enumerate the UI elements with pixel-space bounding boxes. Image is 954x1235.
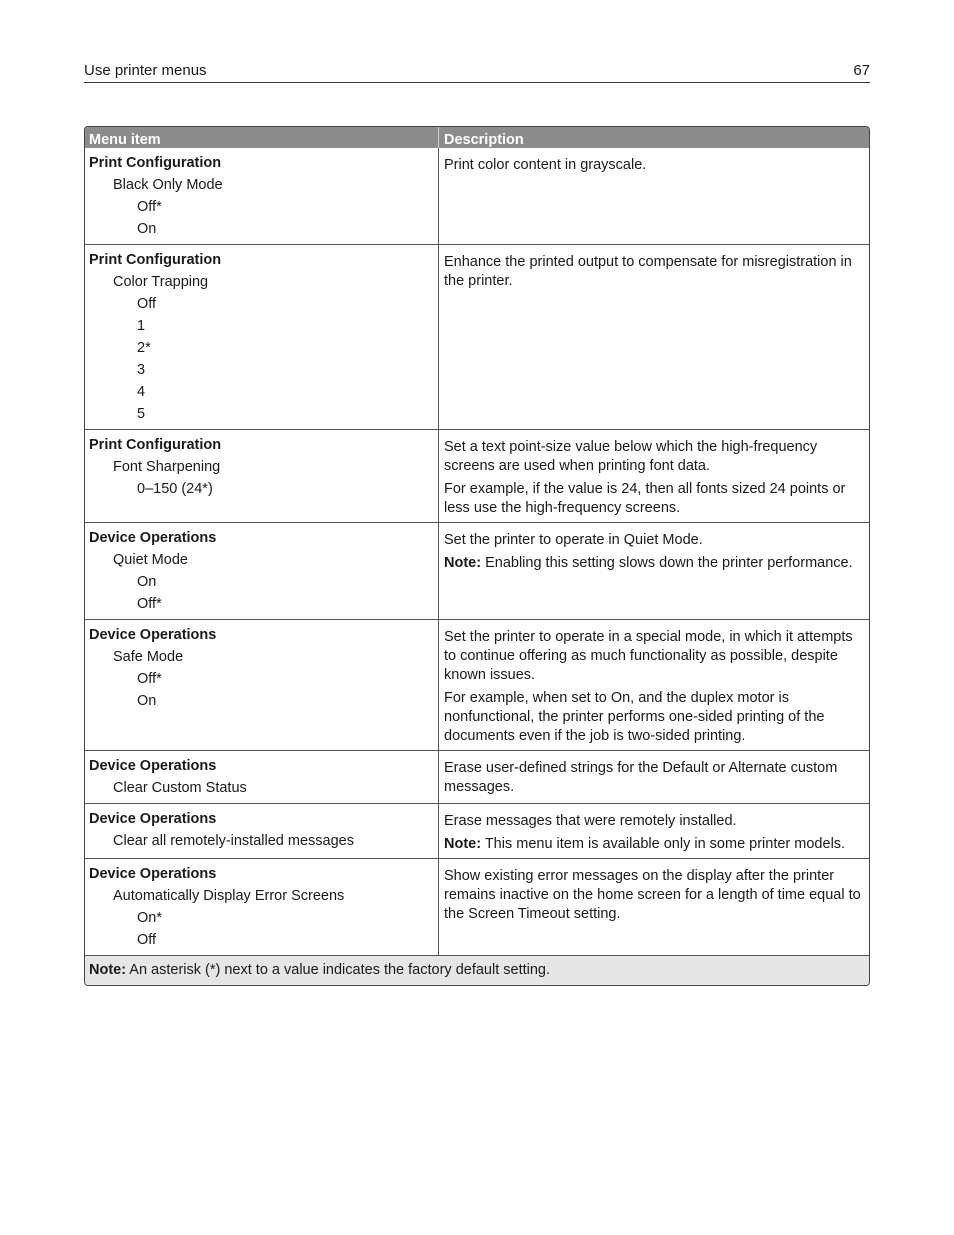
menu-item-cell	[85, 245, 439, 429]
menu-item-cell	[85, 751, 439, 803]
description-paragraph	[444, 867, 865, 924]
menu-group-label: Print Configuration	[89, 155, 222, 171]
description-cell	[439, 245, 869, 429]
description-text: Erase messages that were remotely installed.	[444, 813, 737, 829]
description-text: Enhance the printed output to compensate for misregistration in the printer.	[444, 254, 852, 289]
menu-group-label: Device Operations	[89, 758, 217, 774]
page-header	[84, 60, 870, 83]
table-row	[85, 429, 869, 522]
description-note	[444, 554, 865, 573]
menu-item-label: Clear Custom Status	[113, 780, 247, 796]
table-footer-note	[85, 955, 869, 985]
menu-group-label: Device Operations	[89, 530, 217, 546]
description-cell	[439, 751, 869, 803]
menu-item-label: Automatically Display Error Screens	[113, 888, 345, 904]
menu-item-label: Clear all remotely-installed messages	[113, 833, 354, 849]
note-label: Note:	[444, 836, 482, 852]
table-header-row	[85, 127, 869, 148]
menu-table	[84, 126, 870, 986]
menu-item-label: Black Only Mode	[113, 177, 223, 193]
menu-option-value: 3	[137, 362, 146, 378]
menu-item-cell	[85, 523, 439, 619]
menu-option-value: 0–150 (24*)	[137, 481, 213, 497]
description-text: For example, when set to On, and the duplex motor is nonfunctional, the printer performs one-sided printing of the documents even if the job is two-sided printing.	[444, 690, 825, 744]
description-cell	[439, 430, 869, 522]
menu-option-value: Off*	[137, 199, 162, 215]
table-row	[85, 858, 869, 955]
menu-option-value: Off*	[137, 596, 162, 612]
description-paragraph	[444, 531, 865, 550]
description-paragraph	[444, 480, 865, 518]
description-cell	[439, 148, 869, 244]
description-paragraph	[444, 812, 865, 831]
menu-item-label: Color Trapping	[113, 274, 209, 290]
description-text: Set the printer to operate in a special mode, in which it attempts to continue offering as much functionality as possible, despite known issues.	[444, 629, 853, 683]
menu-group-label: Device Operations	[89, 866, 217, 882]
note-label: Note:	[444, 555, 482, 571]
menu-option-value: 5	[137, 406, 146, 422]
description-text: Erase user-defined strings for the Default or Alternate custom messages.	[444, 760, 838, 795]
table-row	[85, 148, 869, 244]
table-row	[85, 803, 869, 858]
menu-item-label: Font Sharpening	[113, 459, 221, 475]
table-row	[85, 244, 869, 429]
column-header-menu-item: Menu item	[85, 127, 439, 148]
menu-option-value: 4	[137, 384, 146, 400]
description-paragraph	[444, 759, 865, 797]
menu-item-cell	[85, 804, 439, 858]
menu-item-cell	[85, 620, 439, 750]
description-cell	[439, 620, 869, 750]
description-text: Show existing error messages on the display after the printer remains inactive on the home screen for a length of time equal to the Screen Timeout setting.	[444, 868, 861, 922]
menu-option-value: Off	[137, 296, 157, 312]
menu-option-value: Off	[137, 932, 157, 948]
footer-note-label: Note:	[89, 962, 127, 978]
table-row	[85, 750, 869, 803]
description-paragraph	[444, 253, 865, 291]
menu-option-value: On	[137, 693, 157, 709]
description-text: Print color content in grayscale.	[444, 157, 647, 173]
description-text: Set the printer to operate in Quiet Mode.	[444, 532, 703, 548]
table-row	[85, 522, 869, 619]
description-note	[444, 835, 865, 854]
footer-note-text: An asterisk (*) next to a value indicates the factory default setting.	[126, 962, 551, 978]
description-text: Enabling this setting slows down the printer performance.	[481, 555, 853, 571]
menu-group-label: Print Configuration	[89, 437, 222, 453]
section-title: Use printer menus	[84, 62, 207, 79]
description-paragraph	[444, 689, 865, 746]
description-cell	[439, 804, 869, 858]
description-text: For example, if the value is 24, then all fonts sized 24 points or less use the high-frequency screens.	[444, 481, 846, 516]
menu-item-label: Quiet Mode	[113, 552, 188, 568]
menu-group-label: Print Configuration	[89, 252, 222, 268]
menu-option-value: 2*	[137, 340, 151, 356]
menu-option-value: 1	[137, 318, 146, 334]
description-paragraph	[444, 438, 865, 476]
description-paragraph	[444, 628, 865, 685]
menu-item-cell	[85, 859, 439, 955]
menu-item-cell	[85, 148, 439, 244]
menu-option-value: On	[137, 574, 157, 590]
menu-option-value: On*	[137, 910, 162, 926]
menu-item-label: Safe Mode	[113, 649, 184, 665]
description-cell	[439, 523, 869, 619]
column-header-description: Description	[444, 132, 524, 148]
menu-group-label: Device Operations	[89, 627, 217, 643]
menu-option-value: On	[137, 221, 157, 237]
description-text: This menu item is available only in some printer models.	[481, 836, 846, 852]
description-text: Set a text point-size value below which the high-frequency screens are used when printing font data.	[444, 439, 818, 474]
menu-option-value: Off*	[137, 671, 162, 687]
page-number: 67	[853, 62, 870, 79]
menu-item-cell	[85, 430, 439, 522]
table-row	[85, 619, 869, 750]
description-paragraph	[444, 156, 865, 175]
menu-group-label: Device Operations	[89, 811, 217, 827]
description-cell	[439, 859, 869, 955]
